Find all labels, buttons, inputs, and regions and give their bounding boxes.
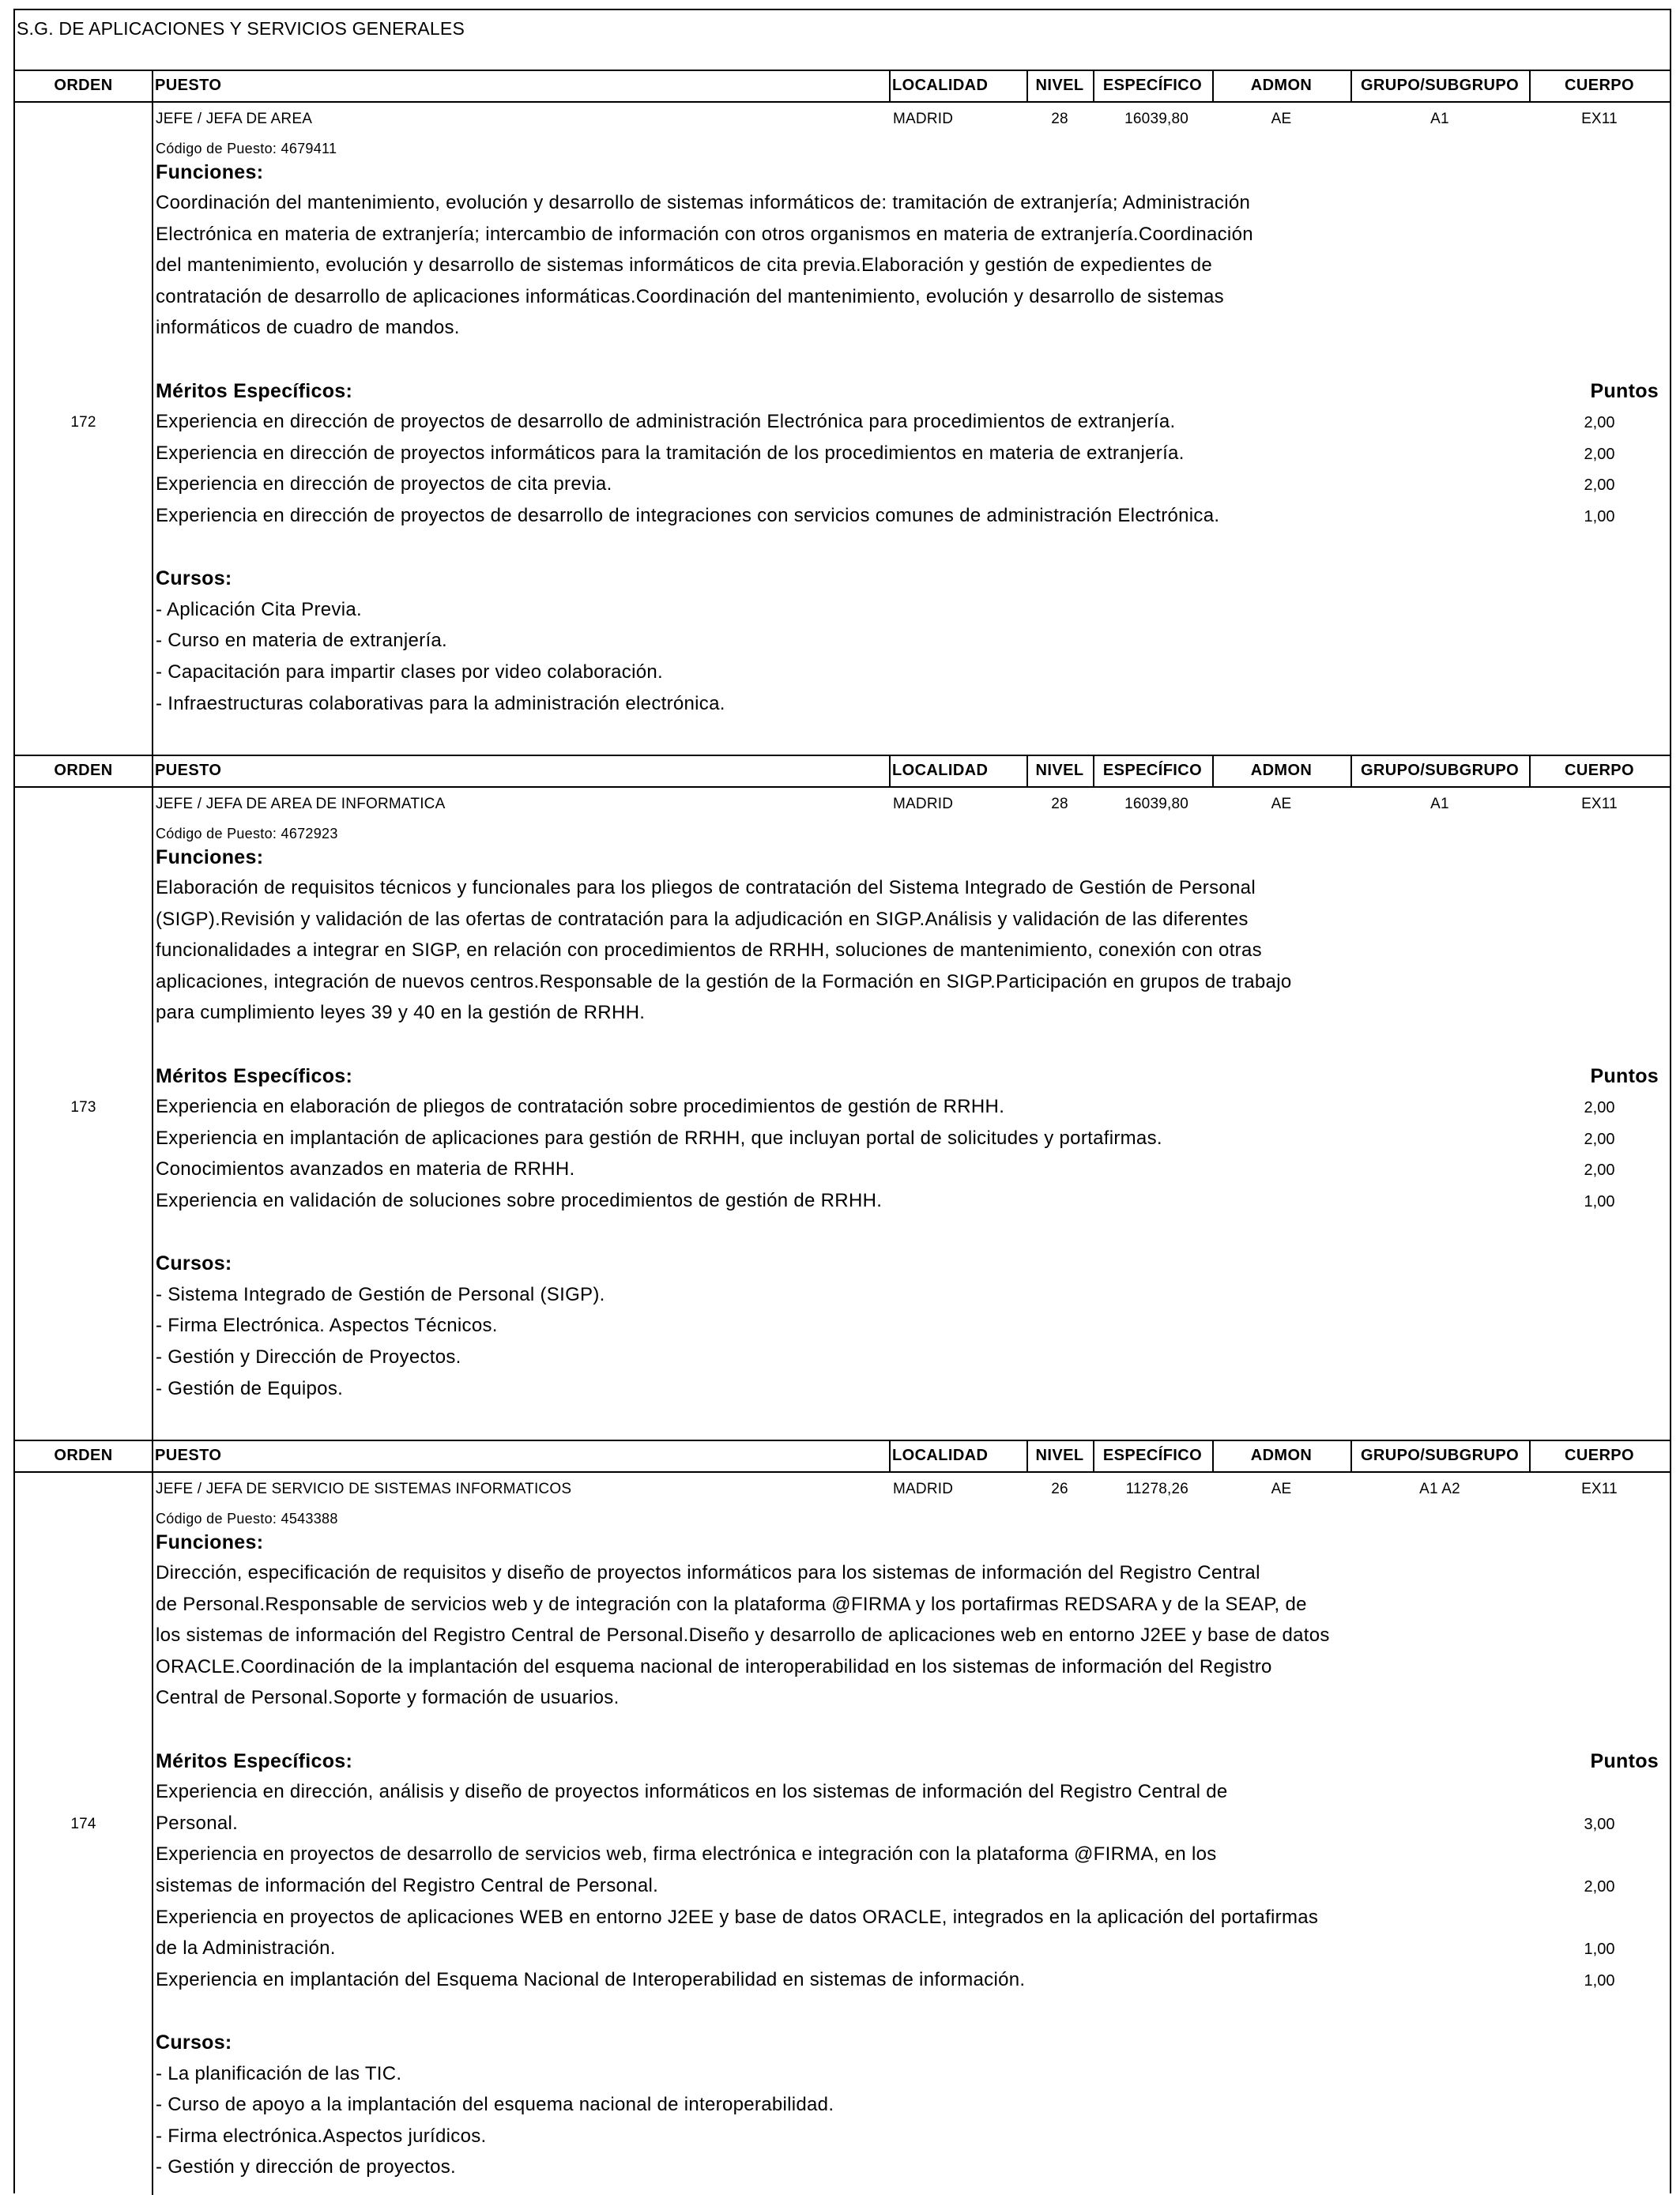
merito-puntos: 1,00 — [1584, 1971, 1615, 1990]
funciones-line: Coordinación del mantenimiento, evolución y desarrollo de sistemas informáticos de: tramitación de extranjería; Administración — [156, 192, 1251, 213]
grupo-value: A1 — [1430, 111, 1449, 127]
localidad-value: MADRID — [893, 796, 954, 812]
column-header-especifico: ESPECÍFICO — [1102, 762, 1203, 779]
curso-line: - Aplicación Cita Previa. — [156, 598, 362, 620]
header-column-divider — [1093, 70, 1094, 103]
especifico-value: 16039,80 — [1124, 111, 1188, 127]
funciones-line: informáticos de cuadro de mandos. — [156, 317, 460, 339]
merito-puntos: 2,00 — [1584, 476, 1615, 495]
meritos-heading: Méritos Específicos: — [156, 1064, 353, 1087]
header-column-divider — [1093, 755, 1094, 788]
especifico-value: 16039,80 — [1124, 796, 1188, 812]
orden-column-divider — [152, 101, 153, 755]
column-header-orden: ORDEN — [54, 762, 113, 779]
funciones-line: Elaboración de requisitos técnicos y funcionales para los pliegos de contratación del Sistema Integrado de Gestión de Personal — [156, 877, 1256, 898]
column-header-puesto: PUESTO — [155, 762, 222, 779]
merito-puntos: 2,00 — [1584, 414, 1615, 432]
curso-line: - Gestión y Dirección de Proyectos. — [156, 1346, 461, 1368]
header-column-divider — [889, 70, 891, 103]
grupo-value: A1 — [1430, 796, 1449, 812]
funciones-line: ORACLE.Coordinación de la implantación del esquema nacional de interoperabilidad en los sistemas de información del Registro — [156, 1655, 1272, 1677]
header-column-divider — [1529, 755, 1531, 788]
meritos-heading: Méritos Específicos: — [156, 1749, 353, 1772]
header-column-divider — [1026, 70, 1028, 103]
header-column-divider — [1212, 1440, 1214, 1473]
cursos-heading: Cursos: — [156, 1252, 232, 1275]
column-header-orden: ORDEN — [54, 1447, 113, 1464]
header-column-divider — [1212, 755, 1214, 788]
merito-line: Experiencia en proyectos de aplicaciones WEB en entorno J2EE y base de datos ORACLE, integrados en la aplicación del portafirmas — [156, 1906, 1319, 1928]
merito-line: Personal. — [156, 1812, 239, 1834]
header-column-divider — [152, 1440, 153, 1473]
header-bottom-rule — [15, 1471, 1670, 1473]
merito-puntos: 3,00 — [1584, 1815, 1615, 1833]
header-top-rule — [15, 755, 1670, 756]
funciones-line: Dirección, especificación de requisitos y diseño de proyectos informáticos para los sistemas de información del Registro Central — [156, 1562, 1260, 1583]
cuerpo-value: EX11 — [1581, 1481, 1618, 1497]
column-header-nivel: NIVEL — [1035, 77, 1084, 94]
curso-line: - Firma Electrónica. Aspectos Técnicos. — [156, 1315, 498, 1337]
merito-line: de la Administración. — [156, 1937, 336, 1960]
merito-line: Experiencia en implantación de aplicaciones para gestión de RRHH, que incluyan portal de solicitudes y portafirmas. — [156, 1127, 1162, 1149]
puntos-heading: Puntos — [1590, 1749, 1659, 1772]
merito-line: Experiencia en dirección de proyectos de desarrollo de integraciones con servicios comunes de administración Electrónica. — [156, 505, 1220, 526]
curso-line: - Gestión de Equipos. — [156, 1377, 344, 1399]
document-page — [13, 9, 1671, 2193]
merito-puntos: 2,00 — [1584, 445, 1615, 463]
merito-line: sistemas de información del Registro Central de Personal. — [156, 1875, 659, 1896]
funciones-line: funcionalidades a integrar en SIGP, en relación con procedimientos de RRHH, soluciones de mantenimiento, conexión con otras — [156, 939, 1262, 962]
especifico-value: 11278,26 — [1125, 1481, 1188, 1497]
codigo-puesto: Código de Puesto: 4679411 — [156, 141, 337, 156]
header-column-divider — [889, 1440, 891, 1473]
orden-number: 173 — [70, 1099, 96, 1116]
column-header-localidad: LOCALIDAD — [892, 762, 989, 779]
header-column-divider — [1026, 1440, 1028, 1473]
funciones-line: Central de Personal.Soporte y formación de usuarios. — [156, 1687, 620, 1709]
funciones-line: Electrónica en materia de extranjería; intercambio de información con otros organismos en materia de extranjería.Coordinación — [156, 223, 1253, 245]
puesto-name: JEFE / JEFA DE SERVICIO DE SISTEMAS INFORMATICOS — [156, 1481, 572, 1497]
column-header-localidad: LOCALIDAD — [892, 1447, 989, 1464]
cuerpo-value: EX11 — [1581, 111, 1618, 127]
column-header-localidad: LOCALIDAD — [892, 77, 989, 94]
orden-number: 172 — [70, 414, 96, 431]
header-bottom-rule — [15, 786, 1670, 788]
funciones-heading: Funciones: — [156, 846, 264, 868]
funciones-line: los sistemas de información del Registro Central de Personal.Diseño y desarrollo de aplicaciones web en entorno J2EE y base de datos — [156, 1625, 1330, 1647]
merito-line: Experiencia en implantación del Esquema Nacional de Interoperabilidad en sistemas de información. — [156, 1968, 1026, 1990]
header-column-divider — [1350, 70, 1352, 103]
localidad-value: MADRID — [893, 111, 954, 127]
merito-puntos: 1,00 — [1584, 1193, 1615, 1210]
column-header-grupo: GRUPO/SUBGRUPO — [1360, 762, 1520, 779]
curso-line: - Sistema Integrado de Gestión de Personal (SIGP). — [156, 1283, 605, 1305]
puesto-name: JEFE / JEFA DE AREA DE INFORMATICA — [156, 796, 446, 812]
section-title: S.G. DE APLICACIONES Y SERVICIOS GENERALES — [17, 18, 465, 39]
cursos-heading: Cursos: — [156, 567, 232, 590]
merito-puntos: 1,00 — [1584, 1941, 1615, 1959]
puntos-heading: Puntos — [1590, 1064, 1659, 1087]
merito-line: Experiencia en elaboración de pliegos de contratación sobre procedimientos de gestión de RRHH. — [156, 1096, 1005, 1118]
nivel-value: 28 — [1051, 111, 1068, 127]
meritos-heading: Méritos Específicos: — [156, 379, 353, 402]
column-header-admon: ADMON — [1250, 1447, 1313, 1464]
curso-line: - La planificación de las TIC. — [156, 2062, 402, 2084]
curso-line: - Capacitación para impartir clases por video colaboración. — [156, 661, 664, 683]
header-top-rule — [15, 1440, 1670, 1441]
orden-column-divider — [152, 1471, 153, 2195]
funciones-heading: Funciones: — [156, 1531, 264, 1553]
header-column-divider — [1529, 1440, 1531, 1473]
cuerpo-value: EX11 — [1581, 796, 1618, 812]
column-header-nivel: NIVEL — [1035, 1447, 1084, 1464]
merito-puntos: 1,00 — [1584, 508, 1615, 525]
funciones-line: aplicaciones, integración de nuevos centros.Responsable de la gestión de la Formación en SIGP.Participación en grupos de trabajo — [156, 970, 1292, 992]
orden-column-divider — [152, 786, 153, 1440]
funciones-line: contratación de desarrollo de aplicaciones informáticas.Coordinación del mantenimiento, evolución y desarrollo de sistemas — [156, 285, 1224, 307]
merito-line: Experiencia en validación de soluciones sobre procedimientos de gestión de RRHH. — [156, 1190, 883, 1211]
merito-line: Experiencia en dirección de proyectos de desarrollo de administración Electrónica para procedimientos de extranjería. — [156, 411, 1176, 433]
column-header-grupo: GRUPO/SUBGRUPO — [1360, 77, 1520, 94]
cursos-heading: Cursos: — [156, 2031, 232, 2054]
funciones-line: para cumplimiento leyes 39 y 40 en la gestión de RRHH. — [156, 1002, 646, 1024]
funciones-line: de Personal.Responsable de servicios web y de integración con la plataforma @FIRMA y los portafirmas REDSARA y de la SEAP, de — [156, 1593, 1307, 1615]
funciones-heading: Funciones: — [156, 161, 264, 183]
merito-line: Experiencia en dirección de proyectos de cita previa. — [156, 473, 612, 495]
merito-line: Experiencia en proyectos de desarrollo de servicios web, firma electrónica e integración con la plataforma @FIRMA, en los — [156, 1843, 1217, 1866]
header-column-divider — [1026, 755, 1028, 788]
merito-line: Experiencia en dirección de proyectos informáticos para la tramitación de los procedimientos en materia de extranjería. — [156, 442, 1185, 464]
header-column-divider — [1350, 1440, 1352, 1473]
admon-value: AE — [1271, 111, 1292, 127]
nivel-value: 26 — [1051, 1481, 1068, 1497]
header-column-divider — [1093, 1440, 1094, 1473]
merito-puntos: 2,00 — [1584, 1162, 1615, 1180]
column-header-puesto: PUESTO — [155, 77, 222, 94]
column-header-grupo: GRUPO/SUBGRUPO — [1360, 1447, 1520, 1464]
codigo-puesto: Código de Puesto: 4672923 — [156, 826, 338, 841]
column-header-puesto: PUESTO — [155, 1447, 222, 1464]
merito-puntos: 2,00 — [1584, 1130, 1615, 1148]
column-header-cuerpo: CUERPO — [1565, 1447, 1634, 1464]
orden-number: 174 — [70, 1815, 96, 1832]
merito-puntos: 2,00 — [1584, 1099, 1615, 1117]
nivel-value: 28 — [1051, 796, 1068, 812]
header-column-divider — [1212, 70, 1214, 103]
header-column-divider — [152, 70, 153, 103]
curso-line: - Infraestructuras colaborativas para la administración electrónica. — [156, 692, 725, 714]
header-column-divider — [889, 755, 891, 788]
column-header-cuerpo: CUERPO — [1565, 762, 1634, 779]
admon-value: AE — [1271, 1481, 1292, 1497]
column-header-especifico: ESPECÍFICO — [1102, 1447, 1203, 1464]
column-header-especifico: ESPECÍFICO — [1102, 77, 1203, 94]
merito-line: Conocimientos avanzados en materia de RRHH. — [156, 1158, 575, 1180]
column-header-admon: ADMON — [1250, 77, 1313, 94]
puesto-name: JEFE / JEFA DE AREA — [156, 111, 313, 127]
puntos-heading: Puntos — [1590, 379, 1659, 402]
header-top-rule — [15, 70, 1670, 71]
merito-line: Experiencia en dirección, análisis y diseño de proyectos informáticos en los sistemas de información del Registro Central de — [156, 1781, 1228, 1803]
grupo-value: A1 A2 — [1419, 1481, 1460, 1497]
admon-value: AE — [1271, 796, 1292, 812]
curso-line: - Curso de apoyo a la implantación del esquema nacional de interoperabilidad. — [156, 2094, 834, 2116]
funciones-line: (SIGP).Revisión y validación de las ofertas de contratación para la adjudicación en SIGP.Análisis y validación de las diferentes — [156, 908, 1249, 930]
localidad-value: MADRID — [893, 1481, 954, 1497]
curso-line: - Curso en materia de extranjería. — [156, 630, 448, 652]
merito-puntos: 2,00 — [1584, 1878, 1615, 1896]
column-header-admon: ADMON — [1250, 762, 1313, 779]
curso-line: - Firma electrónica.Aspectos jurídicos. — [156, 2125, 487, 2147]
column-header-orden: ORDEN — [54, 77, 113, 94]
funciones-line: del mantenimiento, evolución y desarrollo de sistemas informáticos de cita previa.Elaboración y gestión de expedientes de — [156, 254, 1213, 277]
header-bottom-rule — [15, 101, 1670, 103]
header-column-divider — [1350, 755, 1352, 788]
header-column-divider — [152, 755, 153, 788]
column-header-cuerpo: CUERPO — [1565, 77, 1634, 94]
curso-line: - Gestión y dirección de proyectos. — [156, 2156, 457, 2178]
column-header-nivel: NIVEL — [1035, 762, 1084, 779]
header-column-divider — [1529, 70, 1531, 103]
codigo-puesto: Código de Puesto: 4543388 — [156, 1511, 338, 1527]
